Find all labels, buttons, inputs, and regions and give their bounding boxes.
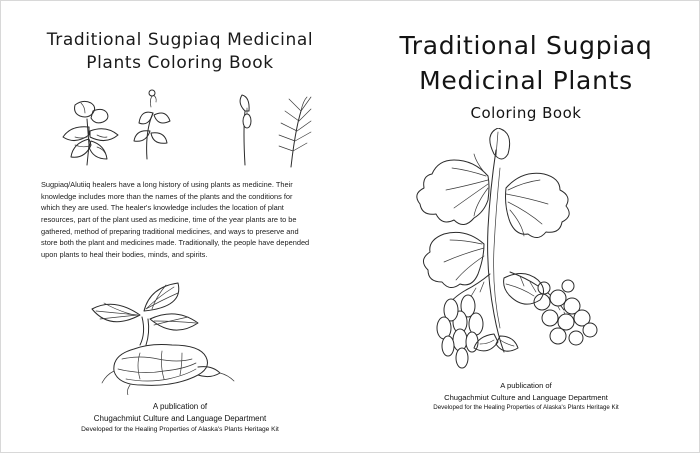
front-cover-panel — [361, 11, 691, 443]
imprint-right-line-3: Developed for the Healing Properties of Alaska's Plants Heritage Kit — [433, 404, 619, 412]
plant-sketch-root-and-leaves-icon — [70, 275, 290, 395]
front-cover-title-line-1: Traditional Sugpiaq — [399, 31, 653, 60]
plant-sketch-berries-and-leaves-icon — [35, 81, 325, 171]
imprint-line-2: Chugachmiut Culture and Language Department — [93, 413, 267, 423]
front-cover-subtitle: Coloring Book — [470, 104, 582, 122]
back-cover-title-line-2: Plants Coloring Book — [86, 52, 274, 73]
back-cover-blurb: Sugpiaq/Alutiiq healers have a long history of using plants as medicine. Their knowledge includes more than the names of the plants and the conditions for which they are used. The healer's knowledge includes the location of plant resources, part of the plant used as medicine, time of the year plants are to be gathered, method of preparing traditional medicines, and ways to preserve and store both the plant and medicines made. Traditionally, the people have depended upon plants to heal their bodies, minds, and spirits. — [41, 179, 310, 259]
front-cover-imprint — [361, 380, 691, 412]
imprint-line-3: Developed for the Healing Properties of Alaska's Plants Heritage Kit — [81, 425, 279, 433]
imprint-right-line-2: Chugachmiut Culture and Language Department — [444, 392, 608, 402]
imprint-right-line-1: A publication of — [500, 381, 552, 391]
front-cover-title-line-2: Medicinal Plants — [419, 65, 633, 95]
back-cover-title-line-1: Traditional Sugpiaq Medicinal — [46, 30, 314, 50]
front-cover-title — [361, 31, 691, 122]
imprint-line-1: A publication of — [152, 401, 208, 411]
back-cover-title — [15, 29, 345, 75]
back-cover-imprint — [15, 401, 345, 435]
plant-sketch-berry-cluster-with-leaves-icon — [376, 128, 676, 378]
back-cover-panel — [15, 11, 345, 443]
